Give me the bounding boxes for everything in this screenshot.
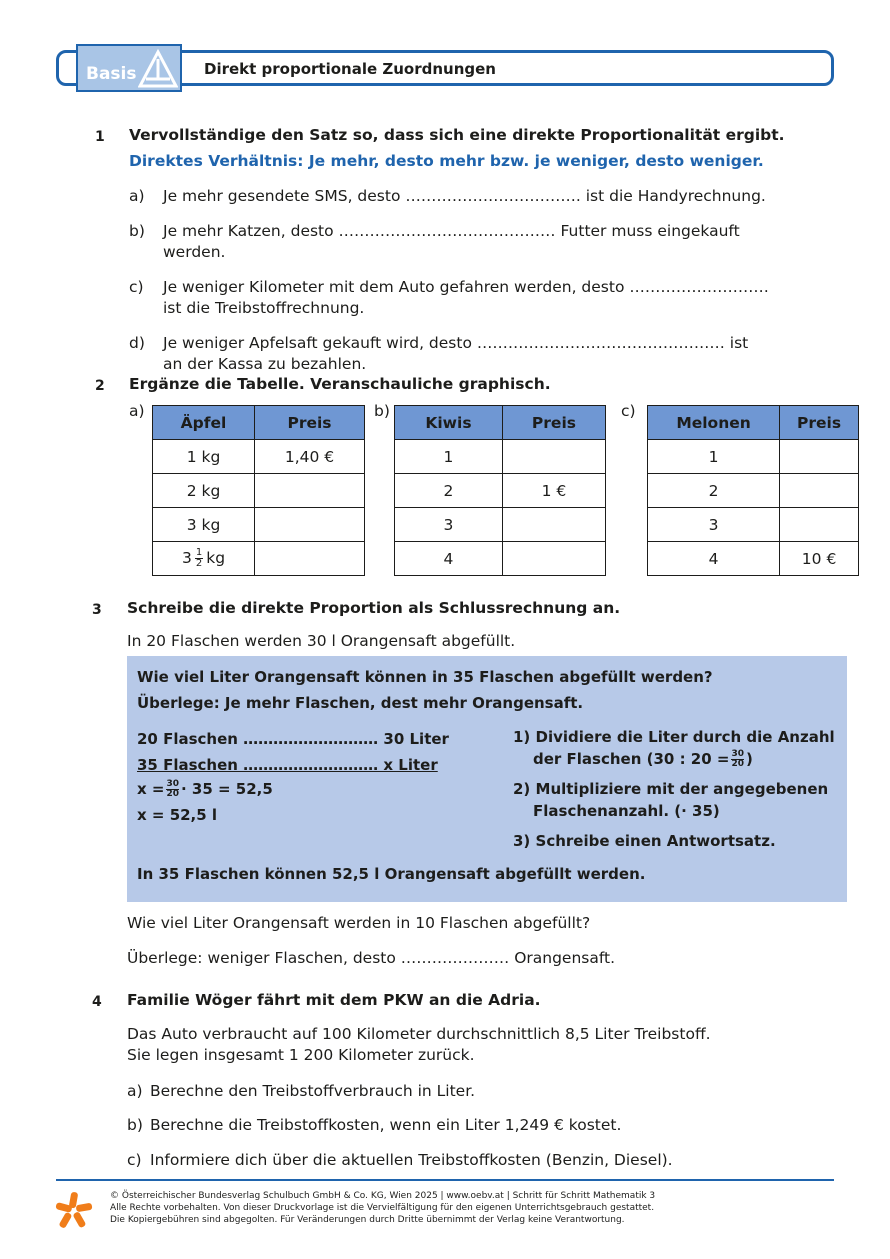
table-cell: 4 xyxy=(395,542,503,576)
task-4-instruction: Familie Wöger fährt mit dem PKW an die Adria. xyxy=(127,991,541,1009)
example-calc-2: x = 52,5 l xyxy=(137,806,218,824)
table-cell: 2 kg xyxy=(153,474,255,508)
step-2-line-2: Flaschenanzahl. (· 35) xyxy=(533,802,720,820)
table-cell xyxy=(255,542,365,576)
task-1a-label: a) xyxy=(129,187,145,205)
step-2-line-1: 2) Multipliziere mit der angegebenen xyxy=(513,780,829,798)
fraction-numerator: 1 xyxy=(195,547,203,558)
task-3-instruction: Schreibe die direkte Proportion als Schlussrechnung an. xyxy=(127,599,621,617)
table-melons xyxy=(647,405,859,576)
triangle-level-icon xyxy=(138,49,178,89)
step-1-prefix: der Flaschen (30 : 20 = xyxy=(533,750,730,768)
task-1c-text: Je weniger Kilometer mit dem Auto gefahren werden, desto ……………………… xyxy=(163,278,769,296)
table-header: Kiwis xyxy=(395,406,503,440)
table-cell: 1 xyxy=(648,440,780,474)
step-1-line-2 xyxy=(533,750,753,769)
task-1b-text-2: werden. xyxy=(163,243,226,261)
step-1-suffix: ) xyxy=(745,750,753,768)
table-cell xyxy=(780,440,859,474)
task-4b-text: Berechne die Treibstoffkosten, wenn ein Liter 1,249 € kostet. xyxy=(150,1116,622,1134)
table-header: Preis xyxy=(255,406,365,440)
task-1-number: 1 xyxy=(95,129,105,145)
task-1b-text: Je mehr Katzen, desto …………………………………… Futter muss eingekauft xyxy=(163,222,740,240)
table-cell xyxy=(502,508,605,542)
table-cell: 4 xyxy=(648,542,780,576)
table-cell: 2 xyxy=(648,474,780,508)
fraction-numerator: 30 xyxy=(731,749,744,759)
task-4b-label: b) xyxy=(127,1116,143,1134)
task-4c-label: c) xyxy=(127,1151,142,1169)
table-cell xyxy=(780,508,859,542)
task-1c-label: c) xyxy=(129,278,144,296)
table-b-label: b) xyxy=(374,402,390,420)
footer-line-1: © Österreichischer Bundesverlag Schulbuch GmbH & Co. KG, Wien 2025 | www.oebv.at | Schritt für Schritt Mathematik 3 xyxy=(110,1191,656,1201)
fraction xyxy=(195,548,203,569)
task-4-text-1: Das Auto verbraucht auf 100 Kilometer durchschnittlich 8,5 Liter Treibstoff. xyxy=(127,1025,711,1043)
table-cell: 3 xyxy=(648,508,780,542)
footer-line-2: Alle Rechte vorbehalten. Von dieser Druckvorlage ist die Vervielfältigung für den eigenen Unterrichtsgebrauch gestattet. xyxy=(110,1203,655,1213)
table-cell: 2 xyxy=(395,474,503,508)
task-1d-label: d) xyxy=(129,334,145,352)
calc-prefix: x = xyxy=(137,780,165,798)
footer-line xyxy=(56,1179,834,1181)
example-answer: In 35 Flaschen können 52,5 l Orangensaft abgefüllt werden. xyxy=(137,865,646,883)
task-2-number: 2 xyxy=(95,378,105,394)
step-3: 3) Schreibe einen Antwortsatz. xyxy=(513,832,776,850)
example-row-2: 35 Flaschen ……………………… x Liter xyxy=(137,756,438,774)
task-4a-label: a) xyxy=(127,1082,143,1100)
table-header: Äpfel xyxy=(153,406,255,440)
table-cell-mixed-number xyxy=(153,542,255,576)
task-1c-text-2: ist die Treibstoffrechnung. xyxy=(163,299,365,317)
fraction xyxy=(731,750,744,769)
table-cell xyxy=(255,508,365,542)
task-1d-text: Je weniger Apfelsaft gekauft wird, desto ………………………………………… ist xyxy=(163,334,749,352)
step-1-line-1: 1) Dividiere die Liter durch die Anzahl xyxy=(513,728,835,746)
publisher-logo-icon xyxy=(54,1190,94,1230)
task-1b-label: b) xyxy=(129,222,145,240)
table-cell: 1 xyxy=(395,440,503,474)
unit: kg xyxy=(206,549,226,567)
example-consider: Überlege: Je mehr Flaschen, dest mehr Orangensaft. xyxy=(137,694,584,712)
task-4-text-2: Sie legen insgesamt 1 200 Kilometer zurück. xyxy=(127,1046,475,1064)
basis-label: Basis xyxy=(86,64,137,84)
table-cell: 1 kg xyxy=(153,440,255,474)
fraction xyxy=(166,780,179,799)
table-apples xyxy=(152,405,365,576)
example-row-1: 20 Flaschen ……………………… 30 Liter xyxy=(137,730,449,748)
table-header: Melonen xyxy=(648,406,780,440)
table-cell: 1,40 € xyxy=(255,440,365,474)
task-1a-text: Je mehr gesendete SMS, desto ……………………………. ist die Handyrechnung. xyxy=(163,187,766,205)
table-cell xyxy=(502,440,605,474)
table-cell: 1 € xyxy=(502,474,605,508)
task-4a-text: Berechne den Treibstoffverbrauch in Liter. xyxy=(150,1082,476,1100)
task-1d-text-2: an der Kassa zu bezahlen. xyxy=(163,355,367,373)
page-title: Direkt proportionale Zuordnungen xyxy=(204,60,496,78)
table-cell: 3 kg xyxy=(153,508,255,542)
task-1-hint: Direktes Verhältnis: Je mehr, desto mehr bzw. je weniger, desto weniger. xyxy=(129,152,764,170)
table-header: Preis xyxy=(780,406,859,440)
footer-line-3: Die Kopiergebühren sind abgegolten. Für Veränderungen durch Dritte übernimmt der Verlag keine Verantwortung. xyxy=(110,1215,625,1225)
fraction-denominator: 20 xyxy=(731,759,744,769)
footer-copyright xyxy=(110,1190,655,1226)
table-cell: 10 € xyxy=(780,542,859,576)
mixed-number-whole: 3 xyxy=(181,549,192,567)
table-kiwis xyxy=(394,405,606,576)
fraction-numerator: 30 xyxy=(166,779,179,789)
task-4c-text: Informiere dich über die aktuellen Treibstoffkosten (Benzin, Diesel). xyxy=(150,1151,673,1169)
task-3-question: Wie viel Liter Orangensaft werden in 10 Flaschen abgefüllt? xyxy=(127,914,591,932)
table-cell xyxy=(780,474,859,508)
table-cell: 3 xyxy=(395,508,503,542)
task-3-number: 3 xyxy=(92,602,102,618)
task-3-consider: Überlege: weniger Flaschen, desto ………………… Orangensaft. xyxy=(127,949,616,967)
calc-suffix: · 35 = 52,5 xyxy=(181,780,273,798)
example-question: Wie viel Liter Orangensaft können in 35 Flaschen abgefüllt werden? xyxy=(137,668,713,686)
table-c-label: c) xyxy=(621,402,636,420)
task-1-instruction: Vervollständige den Satz so, dass sich eine direkte Proportionalität ergibt. xyxy=(129,126,785,144)
table-header: Preis xyxy=(502,406,605,440)
task-2-instruction: Ergänze die Tabelle. Veranschauliche graphisch. xyxy=(129,375,551,393)
table-cell xyxy=(255,474,365,508)
example-calc-1 xyxy=(137,780,273,799)
fraction-denominator: 2 xyxy=(195,558,203,569)
fraction-denominator: 20 xyxy=(166,789,179,799)
basis-badge xyxy=(76,44,182,92)
example-box xyxy=(127,656,847,902)
table-cell xyxy=(502,542,605,576)
table-a-label: a) xyxy=(129,402,145,420)
task-3-intro: In 20 Flaschen werden 30 l Orangensaft abgefüllt. xyxy=(127,632,516,650)
task-4-number: 4 xyxy=(92,994,102,1010)
